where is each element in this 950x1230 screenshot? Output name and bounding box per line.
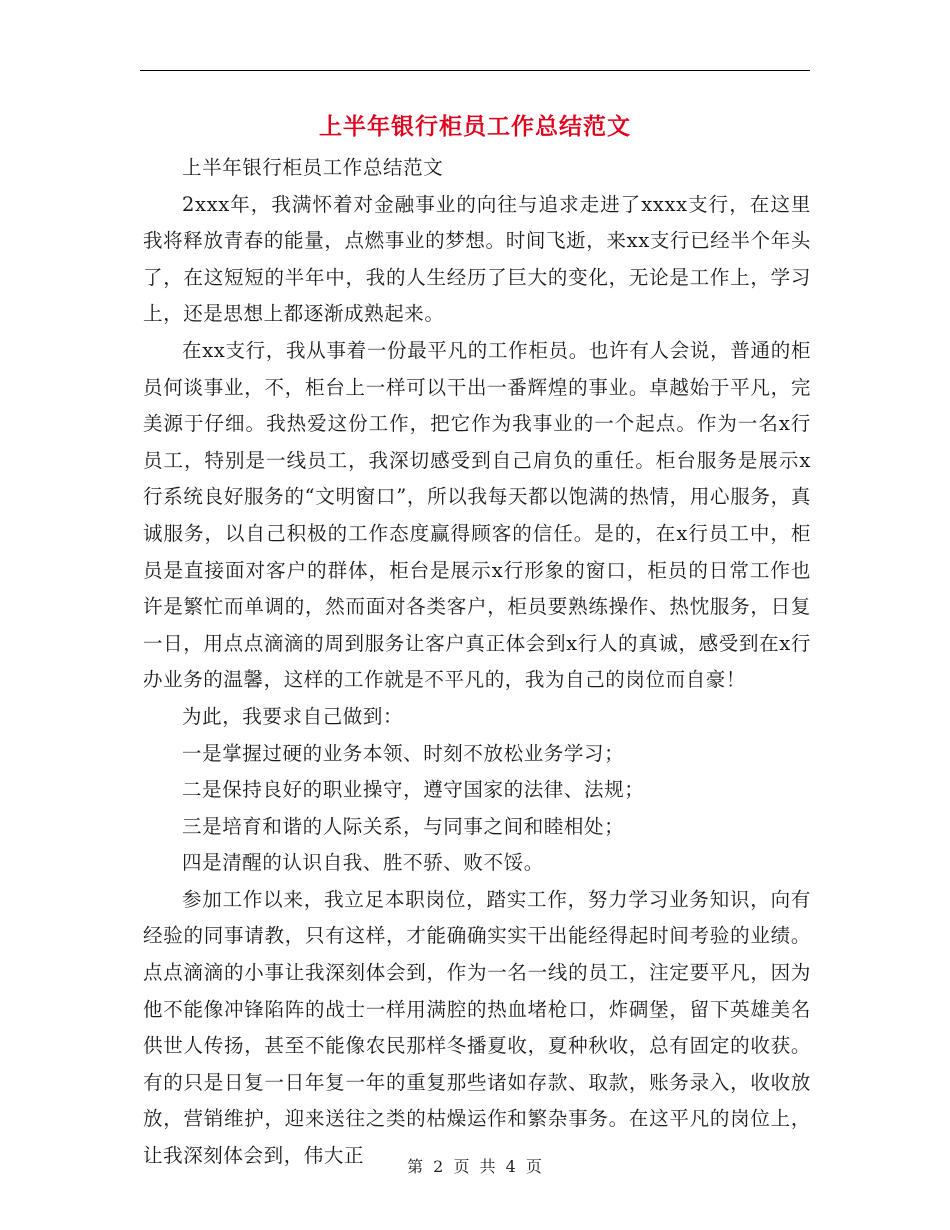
- page-number-footer: 第 2 页 共 4 页: [407, 1157, 543, 1176]
- document-body: [143, 150, 811, 1175]
- body-paragraph: 上半年银行柜员工作总结范文: [182, 156, 444, 179]
- body-paragraph: 为此，我要求自己做到：: [182, 704, 404, 728]
- document-title: 上半年银行柜员工作总结范文: [319, 114, 631, 140]
- list-item: 一是掌握过硬的业务本领、时刻不放松业务学习；: [182, 741, 625, 765]
- body-paragraph: 在xx支行，我从事着一份最平凡的工作柜员。也许有人会说，普通的柜员何谈事业，不，柜台上一样可以干出一番辉煌的事业。卓越始于平凡，完美源于仔细。我热爱这份工作，把它作为我事业的一个起点。作为一名x行员工，特别是一线员工，我深切感受到自己肩负的重任。柜台服务是展示x行系统良好服务的“文明窗口”，所以我每天都以饱满的热情，用心服务，真诚服务，以自己积极的工作态度赢得顾客的信任。是的，在x行员工中，柜员是直接面对客户的群体，柜台是展示x行形象的窗口，柜员的日常工作也许是繁忙而单调的，然而面对各类客户，柜员要熟练操作、热忱服务，日复一日，用点点滴滴的周到服务让客户真正体会到x行人的真诚，感受到在x行办业务的温馨，这样的工作就是不平凡的，我为自己的岗位而自豪！: [143, 338, 811, 692]
- body-paragraph: 2xxx年，我满怀着对金融事业的向往与追求走进了xxxx支行，在这里我将释放青春的能量，点燃事业的梦想。时间飞逝，来xx支行已经半个年头了，在这短短的半年中，我的人生经历了巨大的变化，无论是工作上，学习上，还是思想上都逐渐成熟起来。: [143, 192, 811, 326]
- list-item: 四是清醒的认识自我、胜不骄、败不馁。: [182, 851, 544, 875]
- list-item: 三是培育和谐的人际关系，与同事之间和睦相处；: [182, 814, 625, 838]
- list-item: 二是保持良好的职业操守，遵守国家的法律、法规；: [182, 778, 645, 802]
- header-rule: [140, 70, 810, 71]
- body-paragraph: 参加工作以来，我立足本职岗位，踏实工作，努力学习业务知识，向有经验的同事请教，只有这样，才能确确实实干出能经得起时间考验的业绩。点点滴滴的小事让我深刻体会到，作为一名一线的员工，注定要平凡，因为他不能像冲锋陷阵的战士一样用满腔的热血堵枪口，炸碉堡，留下英雄美名供世人传扬，甚至不能像农民那样冬播夏收，夏种秋收，总有固定的收获。有的只是日复一日年复一年的重复那些诸如存款、取款，账务录入，收收放放，营销维护，迎来送往之类的枯燥运作和繁杂事务。在这平凡的岗位上，让我深刻体会到，伟大正: [143, 887, 811, 1168]
